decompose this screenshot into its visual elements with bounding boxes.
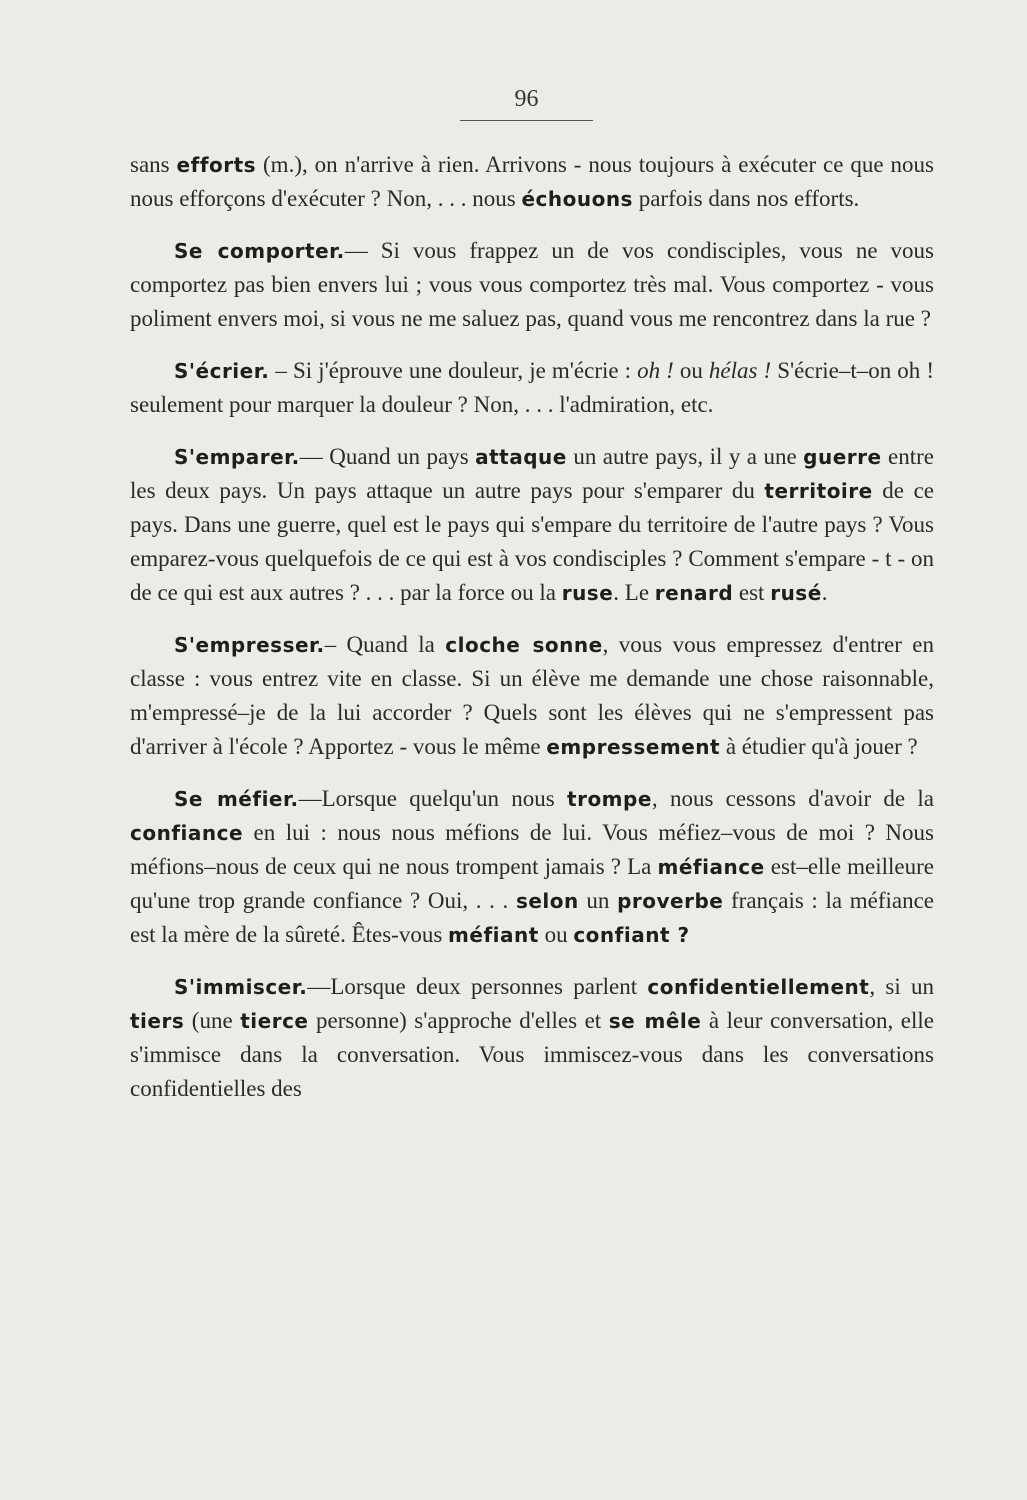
bold-term: efforts <box>176 153 257 177</box>
text-body <box>130 148 934 1106</box>
italic-text: hélas ! <box>708 358 772 383</box>
bold-term: ruse <box>561 581 614 605</box>
bold-term: échouons <box>521 187 633 211</box>
text-run: parfois dans nos efforts. <box>632 186 860 211</box>
bold-term: méfiance <box>657 855 765 879</box>
text-run: français : la méfiance est la mère de la sûreté. Êtes-vous <box>130 888 935 947</box>
italic-text: oh ! <box>637 358 674 383</box>
bold-term: rusé <box>770 581 822 605</box>
paragraph-s-ecrier <box>130 354 934 422</box>
text-run: —Lorsque deux personnes parlent <box>307 974 648 999</box>
text-run: un <box>578 888 618 913</box>
paragraph-s-immiscer <box>130 970 934 1106</box>
bold-term: cloche sonne <box>445 633 603 657</box>
text-run: , vous vous empressez d'entrer en classe : vous entrez vite en classe. Si un élève me demande une chose raisonnable, m'empressé–je de la lui accorder ? Quels sont les élèves qui ne s'empressent pas d'arriver à l'école ? Apportez - vous le même <box>130 632 934 759</box>
text-run: , nous cessons d'avoir de la <box>651 786 934 811</box>
text-run: à étudier qu'à jouer ? <box>720 734 918 759</box>
text-run: – Quand la <box>324 632 446 657</box>
text-run: , si un <box>869 974 934 999</box>
text-run: est–elle meilleure qu'une trop grande confiance ? Oui, . . . <box>130 854 934 913</box>
bold-term: attaque <box>475 445 567 469</box>
paragraph-se-mefier <box>130 782 934 952</box>
text-run: est <box>733 580 771 605</box>
bold-term: territoire <box>764 479 873 503</box>
text-run: – Si j'éprouve une douleur, je m'écrie : <box>269 358 638 383</box>
text-run: . <box>821 580 828 605</box>
bold-term: confidentiellement <box>647 975 870 999</box>
text-run: sans <box>130 152 177 177</box>
bold-term: méfiant <box>448 923 539 947</box>
bold-term: selon <box>515 889 579 913</box>
text-run: — Quand un pays <box>299 444 476 469</box>
paragraph-s-emparer <box>130 440 934 610</box>
text-run: de ce pays. Dans une guerre, quel est le pays qui s'empare du territoire de l'autre pays ? Vous emparez-vous quelquefois de ce qui est à vos condisciples ? Comment s'empare - t - on de ce qui est aux autres ? . . . par la force ou la <box>130 478 934 605</box>
text-run: à leur conversation, elle s'immisce dans la conversation. Vous immiscez-vous dans les conversations confidentielles des <box>130 1008 934 1101</box>
bold-term: confiance <box>130 821 244 845</box>
text-run: — Si vous frappez un de vos condisciples, vous ne vous comportez pas bien envers lui ; vous vous comportez très mal. Vous comportez - vous poliment envers moi, si vous ne me saluez pas, quand vous me rencontrez dans la rue ? <box>130 238 934 331</box>
paragraph-s-empresser <box>130 628 934 764</box>
text-run: personne) s'approche d'elles et <box>308 1008 609 1033</box>
text-run: . Le <box>613 580 655 605</box>
bold-term: S'emparer. <box>174 445 300 469</box>
paragraph-se-comporter <box>130 234 934 336</box>
bold-term: S'empresser. <box>174 633 325 657</box>
text-run: S'écrie–t–on oh ! seulement pour marquer la douleur ? Non, . . . l'admiration, etc. <box>130 358 934 417</box>
text-run: entre les deux pays. Un pays attaque un autre pays pour s'emparer du <box>130 444 935 503</box>
text-run: —Lorsque quelqu'un nous <box>298 786 568 811</box>
text-run: ou <box>673 358 709 383</box>
text-run: ou <box>538 922 574 947</box>
page-number-rule <box>460 120 593 121</box>
text-run: (m.), on n'arrive à rien. Arrivons - nous toujours à exécuter ce que nous nous efforçons d'exécuter ? Non, . . . nous <box>130 152 934 211</box>
bold-term: S'écrier. <box>174 359 270 383</box>
bold-term: Se comporter. <box>174 239 345 263</box>
text-run: en lui : nous nous méfions de lui. Vous méfiez–vous de moi ? Nous méfions–nous de ceux qui ne nous trompent jamais ? La <box>130 820 934 879</box>
bold-term: proverbe <box>617 889 724 913</box>
text-run: (une <box>184 1008 241 1033</box>
bold-term: tierce <box>240 1009 309 1033</box>
text-run: un autre pays, il y a une <box>566 444 804 469</box>
bold-term: S'immiscer. <box>174 975 308 999</box>
page-number: 96 <box>514 86 539 112</box>
bold-term: se mêle <box>608 1009 702 1033</box>
bold-term: guerre <box>803 445 882 469</box>
bold-term: renard <box>654 581 734 605</box>
bold-term: tiers <box>130 1009 185 1033</box>
bold-term: confiant ? <box>573 923 690 947</box>
bold-term: trompe <box>567 787 652 811</box>
bold-term: Se méfier. <box>174 787 299 811</box>
paragraph-efforts <box>130 148 934 216</box>
bold-term: empressement <box>546 735 721 759</box>
